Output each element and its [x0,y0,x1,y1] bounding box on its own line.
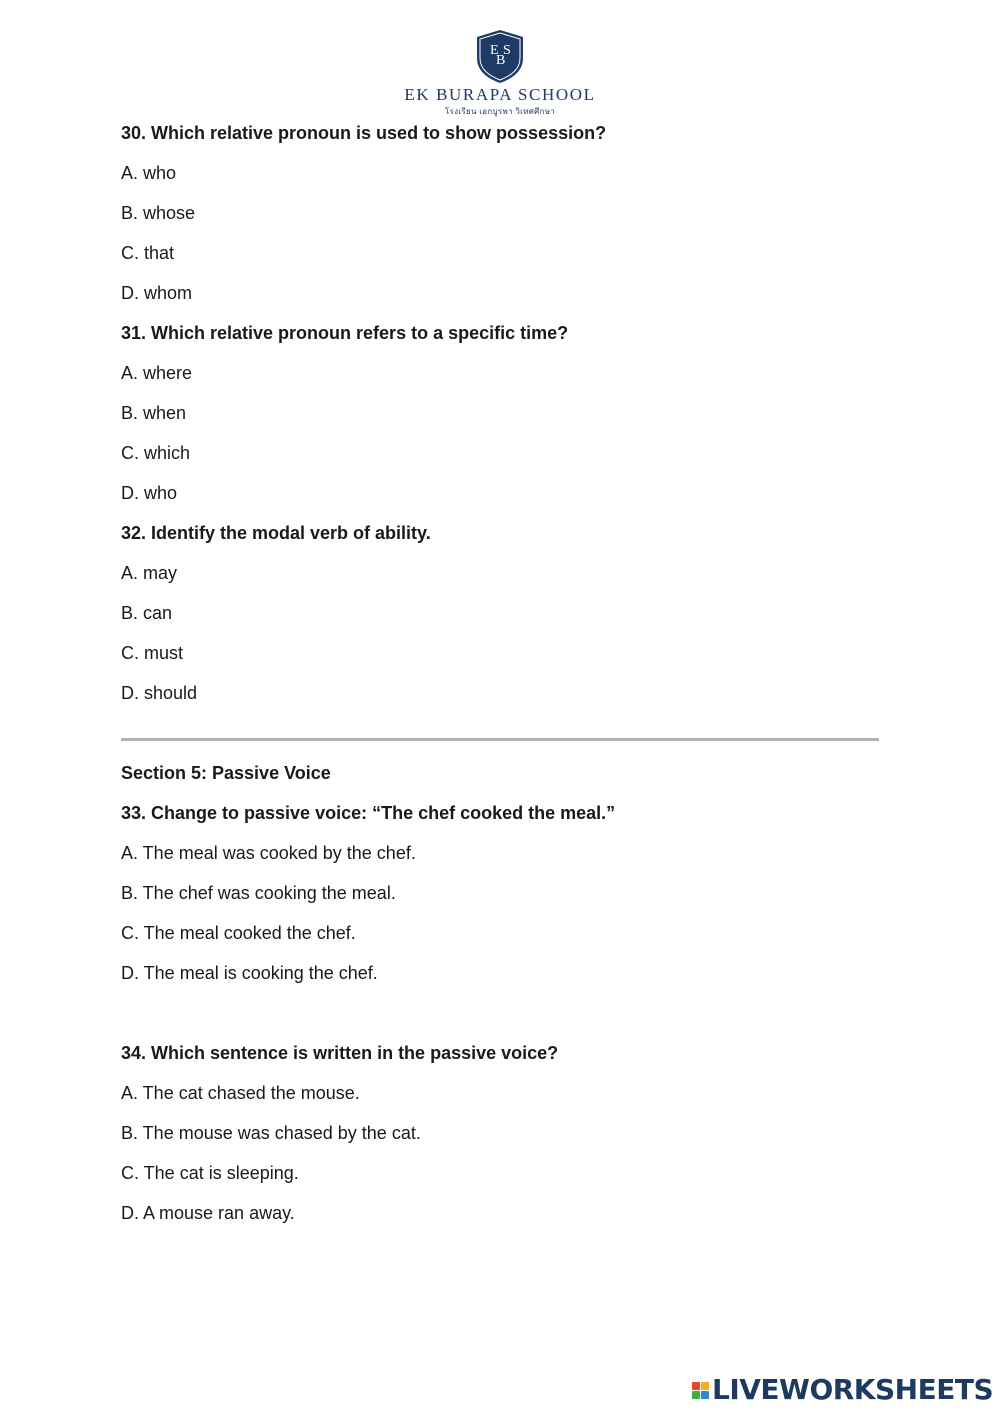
answer-option[interactable]: A. The cat chased the mouse. [121,1083,360,1103]
question-prompt: 34. Which sentence is written in the passive voice? [121,1043,559,1063]
school-crest-icon [473,28,527,84]
svg-text:E: E [490,43,499,58]
section-title: Section 5: Passive Voice [121,763,331,783]
logo-square [701,1391,709,1399]
school-subtitle: โรงเรียน เอกบูรพา วิเทศศึกษา [444,107,556,116]
answer-option[interactable]: C. which [121,443,191,463]
answer-option[interactable]: A. The meal was cooked by the chef. [121,843,416,863]
logo-square [692,1382,700,1390]
school-header [0,28,1000,118]
question-prompt: 33. Change to passive voice: “The chef cooked the meal.” [121,803,616,823]
section-divider [121,738,879,741]
answer-option[interactable]: A. where [121,363,193,383]
answer-option[interactable]: C. must [121,643,184,663]
svg-text:S: S [503,43,511,58]
answer-option[interactable]: B. whose [121,203,196,223]
liveworksheets-brand: LIVEWORKSHEETS [712,1373,994,1406]
question-prompt: 31. Which relative pronoun refers to a specific time? [121,323,569,343]
answer-option[interactable]: B. when [121,403,187,423]
liveworksheets-logo[interactable] [692,1374,993,1406]
svg-text:B: B [496,53,506,68]
answer-option[interactable]: A. who [121,163,177,183]
answer-option[interactable]: C. The meal cooked the chef. [121,923,356,943]
question-prompt: 32. Identify the modal verb of ability. [121,523,431,543]
question-prompt: 30. Which relative pronoun is used to show possession? [121,123,607,143]
answer-option[interactable]: C. The cat is sleeping. [121,1163,299,1183]
answer-option[interactable]: B. The chef was cooking the meal. [121,883,396,903]
liveworksheets-logo-icon [692,1382,709,1399]
answer-option[interactable]: B. The mouse was chased by the cat. [121,1123,421,1143]
answer-option[interactable]: B. can [121,603,173,623]
school-name: EK BURAPA SCHOOL [404,85,596,104]
answer-option[interactable]: D. should [121,683,198,703]
answer-option[interactable]: D. The meal is cooking the chef. [121,963,378,983]
answer-option[interactable]: D. A mouse ran away. [121,1203,295,1223]
answer-option[interactable]: D. whom [121,283,193,303]
answer-option[interactable]: C. that [121,243,175,263]
logo-square [692,1391,700,1399]
answer-option[interactable]: A. may [121,563,178,583]
logo-square [701,1382,709,1390]
answer-option[interactable]: D. who [121,483,178,503]
